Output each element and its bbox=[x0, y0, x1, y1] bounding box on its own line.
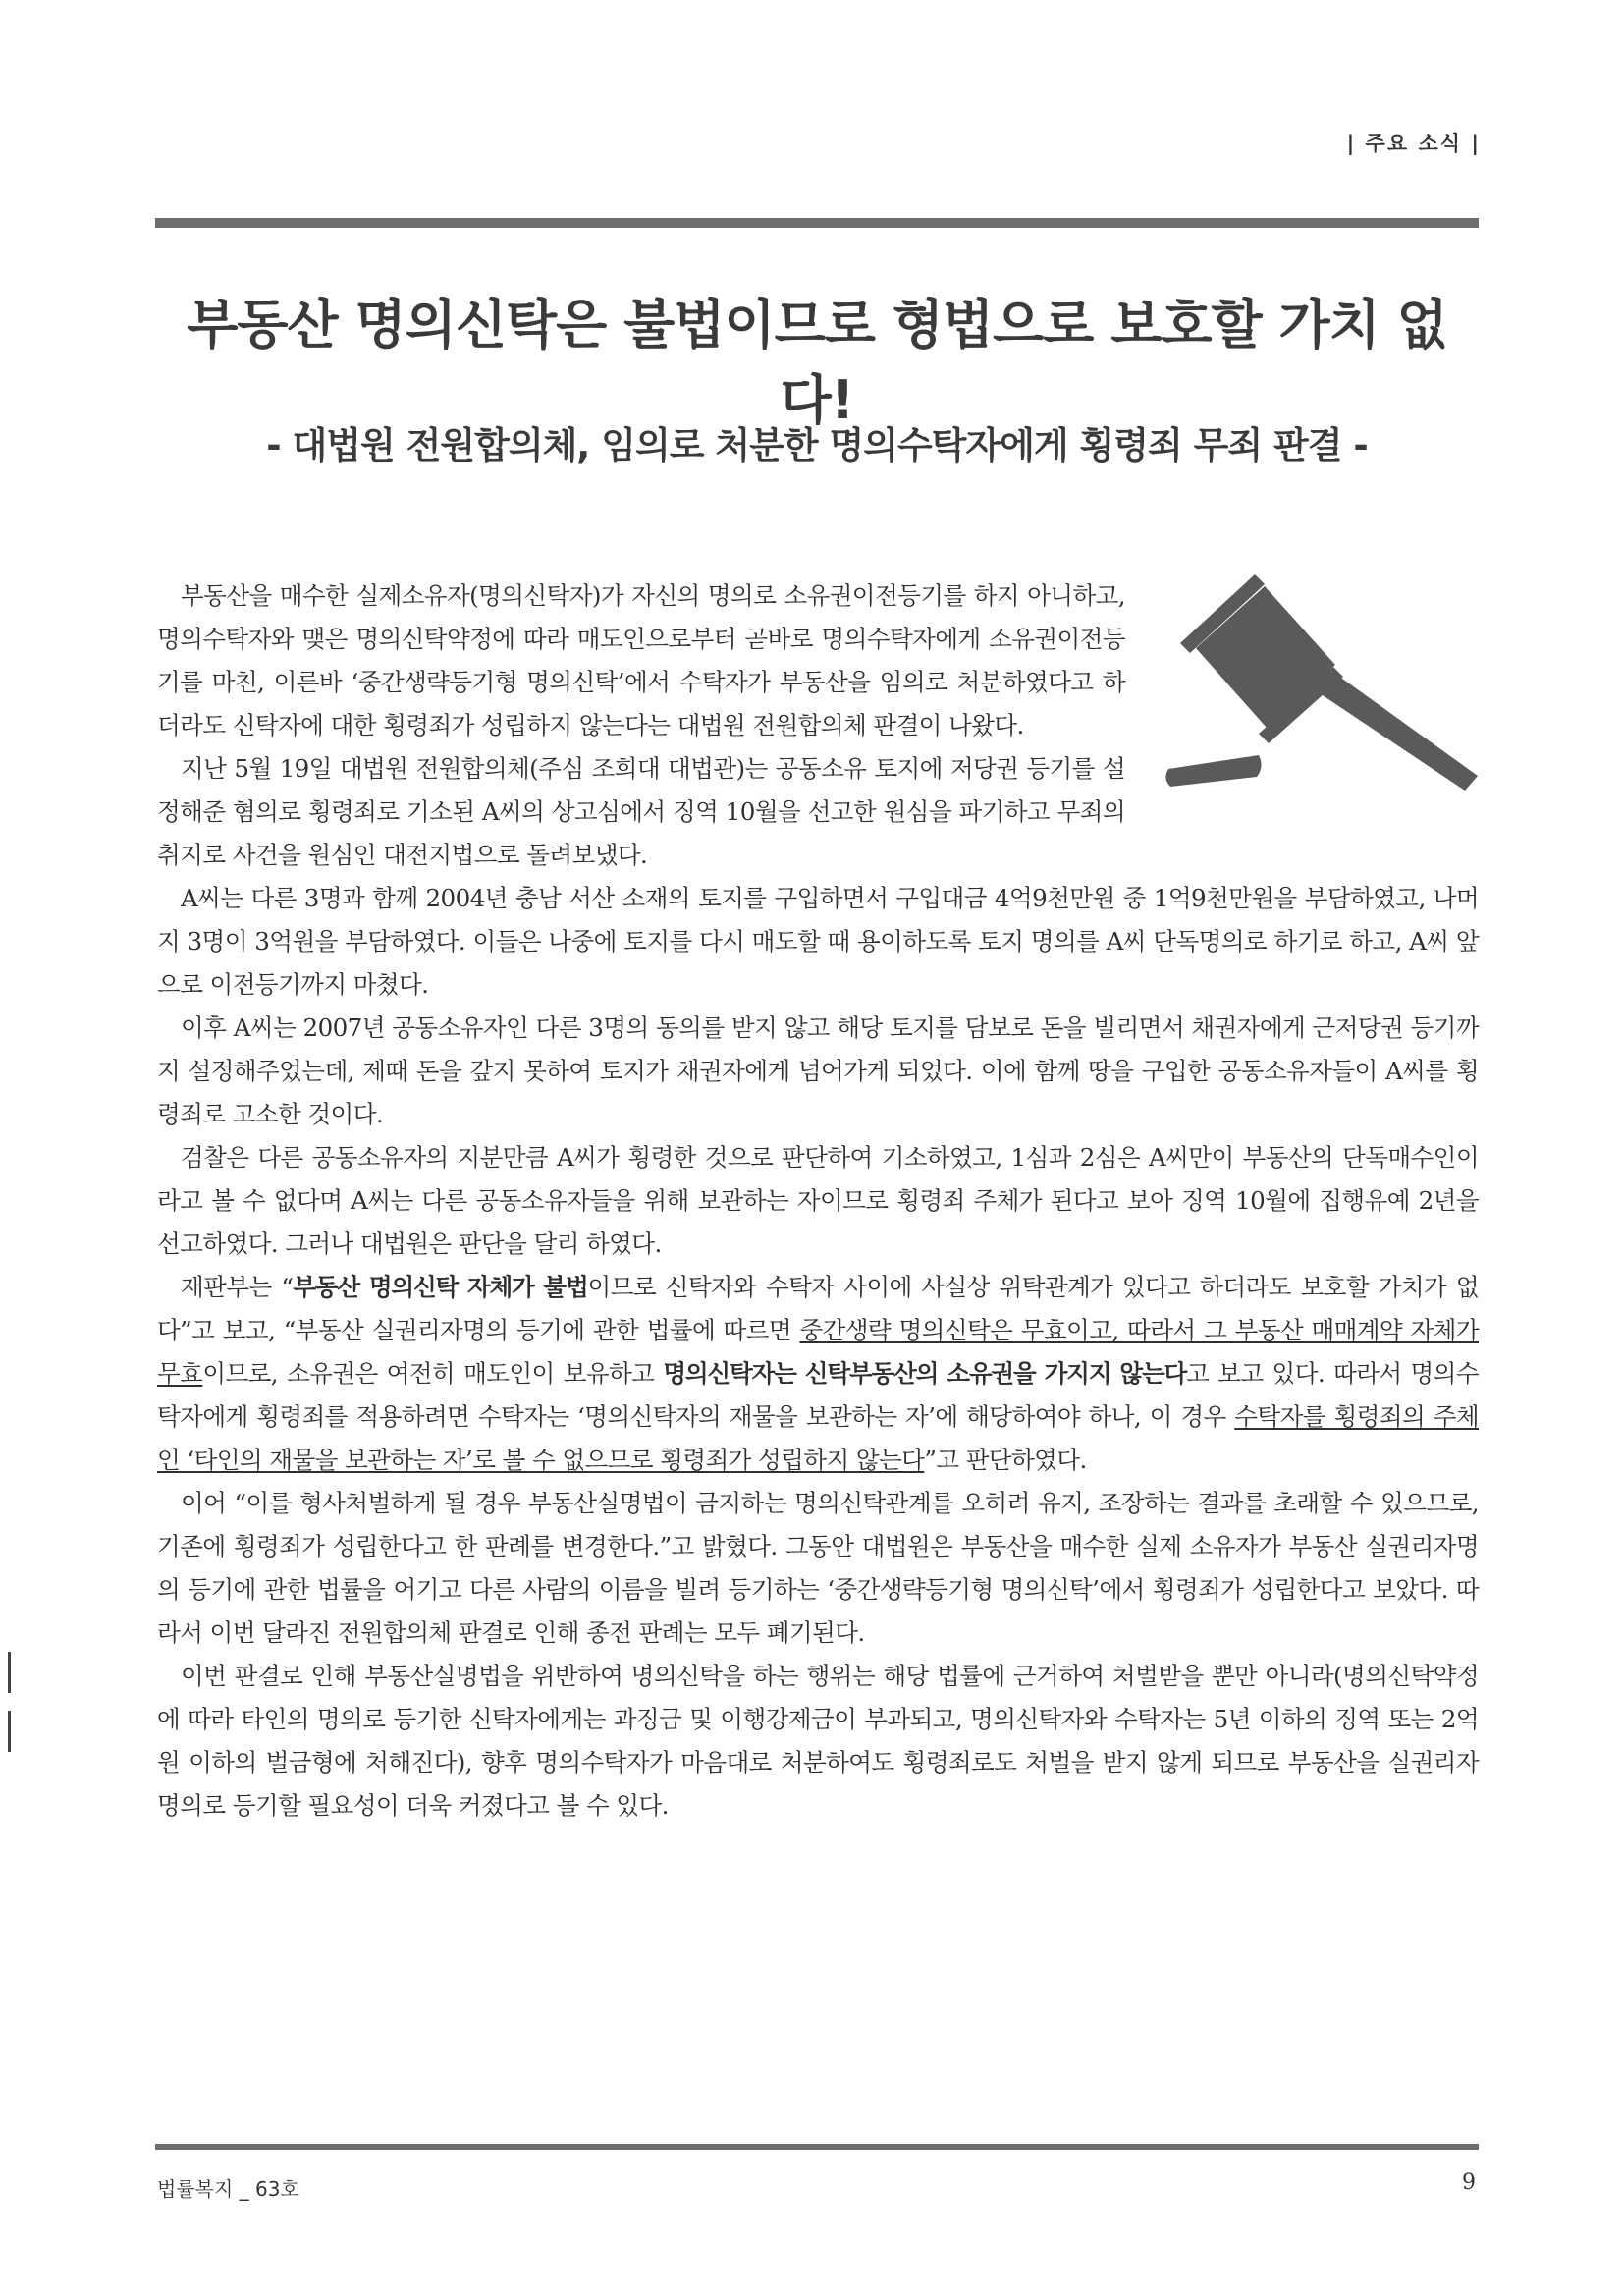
article-title: 부동산 명의신탁은 불법이므로 형법으로 보호할 가치 없다! bbox=[187, 294, 1447, 431]
text-run: 고 보고 있다. 따라서 명의수탁자에게 횡령죄를 적용하려면 수탁자는 ‘명의신탁자의 재물을 보관하는 자’에 해당하여야 하나, 이 경우 bbox=[157, 1359, 1479, 1431]
top-divider bbox=[155, 218, 1479, 228]
bold-run: 부동산 명의신탁 자체가 불법 bbox=[293, 1273, 588, 1301]
bold-run: 명의신탁자는 신탁부동산의 소유권을 가지지 않는다 bbox=[663, 1359, 1187, 1388]
text-run: 이므로, 소유권은 여전히 매도인이 보유하고 bbox=[202, 1359, 664, 1388]
text-run: ”고 판단하였다. bbox=[924, 1446, 1087, 1474]
bottom-divider bbox=[155, 2144, 1479, 2150]
article-body bbox=[157, 574, 1479, 1828]
illustration-space bbox=[1125, 574, 1479, 798]
footer-publication: 법률복지 _ 63호 bbox=[157, 2177, 299, 2201]
margin-mark bbox=[8, 1711, 11, 1752]
underlined-run: 수탁자를 횡령죄의 주체인 ‘타인의 재물을 보관하는 자’로 볼 수 없으므로 횡령죄가 성립하지 않는다 bbox=[157, 1402, 1480, 1474]
article-subtitle: - 대법원 전원합의체, 임의로 처분한 명의수탁자에게 횡령죄 무죄 판결 - bbox=[266, 424, 1368, 466]
paragraph-8: 이번 판결로 인해 부동산실명법을 위반하여 명의신탁을 하는 행위는 해당 법률에 근거하여 처벌받을 뿐만 아니라(명의신탁약정에 따라 타인의 명의로 등기한 신탁자에게는 과징금 및 이행강제금이 부과되고, 명의신탁자와 수탁자는 5년 이하의 징역 또는 2억원 이하의 벌금형에 처해진다), 향후 명의수탁자가 마음대로 처분하여도 횡령죄로도 처벌을 받지 않게 되므로 부동산을 실권리자 명의로 등기할 필요성이 더욱 커졌다고 볼 수 있다. bbox=[157, 1662, 1479, 1820]
paragraph-7: 이어 “이를 형사처벌하게 될 경우 부동산실명법이 금지하는 명의신탁관계를 오히려 유지, 조장하는 결과를 초래할 수 있으므로, 기존에 횡령죄가 성립한다고 한 판례를 변경한다.”고 밝혔다. 그동안 대법원은 부동산을 매수한 실제 소유자가 부동산 실권리자명의 등기에 관한 법률을 어기고 다른 사람의 이름을 빌려 등기하는 ‘중간생략등기형 명의신탁’에서 횡령죄가 성립한다고 보았다. 따라서 이번 달라진 전원합의체 판결로 인해 종전 판례는 모두 폐기된다. bbox=[157, 1489, 1479, 1647]
paragraph-3: A씨는 다른 3명과 함께 2004년 충남 서산 소재의 토지를 구입하면서 구입대금 4억9천만원 중 1억9천만원을 부담하였고, 나머지 3명이 3억원을 부담하였다. 이들은 나중에 토지를 다시 매도할 때 용이하도록 토지 명의를 A씨 단독명의로 하기로 하고, A씨 앞으로 이전등기까지 마쳤다. bbox=[157, 884, 1479, 999]
margin-mark bbox=[8, 1652, 11, 1693]
text-run: 재판부는 “ bbox=[181, 1273, 294, 1301]
page-number: 9 bbox=[1462, 2170, 1476, 2195]
paragraph-6 bbox=[157, 1266, 1479, 1482]
paragraph-4: 이후 A씨는 2007년 공동소유자인 다른 3명의 동의를 받지 않고 해당 토지를 담보로 돈을 빌리면서 채권자에게 근저당권 등기까지 설정해주었는데, 제때 돈을 갚지 못하여 토지가 채권자에게 넘어가게 되었다. 이에 함께 땅을 구입한 공동소유자들이 A씨를 횡령죄로 고소한 것이다. bbox=[157, 1013, 1479, 1128]
underlined-run: 중간생략 명의신탁은 무효이고, 따라서 그 부동산 매매계약 자체가 무효 bbox=[157, 1316, 1479, 1388]
section-tag: | 주요 소식 | bbox=[1346, 132, 1481, 155]
text-run: 이므로 신탁자와 수탁자 사이에 사실상 위탁관계가 있다고 하더라도 보호할 가치가 없다”고 보고, “부동산 실권리자명의 등기에 관한 법률에 따르면 bbox=[157, 1273, 1480, 1344]
paragraph-1: 부동산을 매수한 실제소유자(명의신탁자)가 자신의 명의로 소유권이전등기를 하지 아니하고, 명의수탁자와 맺은 명의신탁약정에 따라 매도인으로부터 곧바로 명의수탁자에게 소유권이전등기를 마친, 이른바 ‘중간생략등기형 명의신탁’에서 수탁자가 부동산을 임의로 처분하였다고 하더라도 신탁자에 대한 횡령죄가 성립하지 않는다는 대법원 전원합의체 판결이 나왔다. bbox=[157, 581, 1125, 739]
paragraph-2: 지난 5월 19일 대법원 전원합의체(주심 조희대 대법관)는 공동소유 토지에 저당권 등기를 설정해준 혐의로 횡령죄로 기소된 A씨의 상고심에서 징역 10월을 선고한 원심을 파기하고 무죄의 취지로 사건을 원심인 대전지법으로 돌려보냈다. bbox=[157, 754, 1125, 869]
paragraph-5: 검찰은 다른 공동소유자의 지분만큼 A씨가 횡령한 것으로 판단하여 기소하였고, 1심과 2심은 A씨만이 부동산의 단독매수인이라고 볼 수 없다며 A씨는 다른 공동소유자들을 위해 보관하는 자이므로 횡령죄 주체가 된다고 보아 징역 10월에 집행유예 2년을 선고하였다. 그러나 대법원은 판단을 달리 하였다. bbox=[157, 1143, 1479, 1258]
